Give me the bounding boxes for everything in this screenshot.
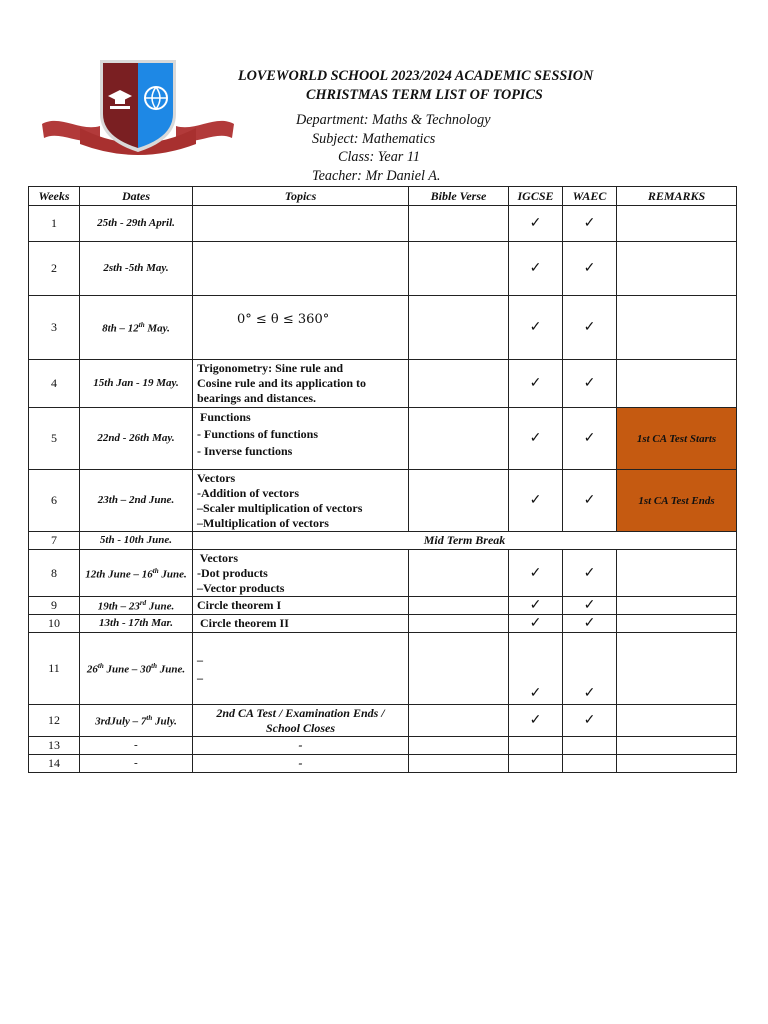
topics-cell <box>193 705 409 737</box>
date-cell: 26th June – 30th June. <box>80 633 193 705</box>
week-cell: 11 <box>29 633 80 705</box>
topic-line: –Scaler multiplication of vectors <box>197 501 363 515</box>
topic-line: -Dot products <box>197 566 268 580</box>
bible-verse-cell <box>409 737 509 755</box>
waec-check: ✓ <box>563 705 617 737</box>
topic-line: Circle theorem I <box>197 598 282 612</box>
week-cell: 13 <box>29 737 80 755</box>
topic-line: - Functions of functions <box>197 427 319 441</box>
topic-line: Cosine rule and its application to <box>197 376 367 390</box>
bible-verse-cell <box>409 470 509 532</box>
angle-range-equation: 0° ≤ θ ≤ 360° <box>237 312 330 327</box>
table-header-row <box>29 187 737 206</box>
topic-line: bearings and distances. <box>197 391 317 405</box>
remarks-cell <box>617 360 737 408</box>
bible-verse-cell <box>409 408 509 470</box>
igcse-check: ✓ <box>509 550 563 597</box>
bible-verse-cell <box>409 206 509 242</box>
igcse-check: ✓ <box>509 633 563 705</box>
bible-verse-cell <box>409 755 509 773</box>
week-cell: 1 <box>29 206 80 242</box>
igcse-check: ✓ <box>509 408 563 470</box>
week-cell: 4 <box>29 360 80 408</box>
bible-verse-cell <box>409 633 509 705</box>
waec-check <box>563 755 617 773</box>
igcse-check <box>509 755 563 773</box>
date-cell: 12th June – 16th June. <box>80 550 193 597</box>
igcse-check: ✓ <box>509 296 563 360</box>
col-header-dates: Dates <box>80 187 193 206</box>
topics-cell <box>193 242 409 296</box>
week-cell: 9 <box>29 597 80 615</box>
topic-line: –Multiplication of vectors <box>197 516 329 530</box>
week-cell: 3 <box>29 296 80 360</box>
remarks-cell <box>617 206 737 242</box>
topic-line: -Addition of vectors <box>197 486 299 500</box>
waec-check: ✓ <box>563 470 617 532</box>
topics-cell <box>193 206 409 242</box>
topics-cell: - <box>193 755 409 773</box>
subject-label: Subject: Mathematics <box>312 131 436 147</box>
date-cell: 13th - 17th Mar. <box>80 615 193 633</box>
date-cell: 15th Jan - 19 May. <box>80 360 193 408</box>
table-row <box>29 532 737 550</box>
class-label: Class: Year 11 <box>338 149 420 165</box>
waec-check: ✓ <box>563 360 617 408</box>
topics-cell <box>193 408 409 470</box>
col-header-bible-verse: Bible Verse <box>409 187 509 206</box>
department-label: Department: Maths & Technology <box>296 112 491 128</box>
bible-verse-cell <box>409 615 509 633</box>
week-cell: 12 <box>29 705 80 737</box>
table-row <box>29 470 737 532</box>
table-row <box>29 615 737 633</box>
topics-cell <box>193 296 409 360</box>
date-cell: 3rdJuly – 7th July. <box>80 705 193 737</box>
topics-cell: - <box>193 737 409 755</box>
table-row <box>29 755 737 773</box>
week-cell: 6 <box>29 470 80 532</box>
table-row <box>29 597 737 615</box>
remarks-cell <box>617 633 737 705</box>
topic-line: Vectors <box>197 471 236 485</box>
date-cell: 22nd - 26th May. <box>80 408 193 470</box>
table-row <box>29 206 737 242</box>
topic-line: – <box>197 653 203 667</box>
table-row <box>29 408 737 470</box>
bible-verse-cell <box>409 296 509 360</box>
remarks-cell <box>617 705 737 737</box>
igcse-check: ✓ <box>509 597 563 615</box>
table-row <box>29 242 737 296</box>
topics-cell <box>193 615 409 633</box>
week-cell: 2 <box>29 242 80 296</box>
col-header-waec: WAEC <box>563 187 617 206</box>
topic-line: - Inverse functions <box>197 444 293 458</box>
topic-line: Trigonometry: Sine rule and <box>197 361 344 375</box>
remarks-cell <box>617 296 737 360</box>
week-cell: 14 <box>29 755 80 773</box>
bible-verse-cell <box>409 597 509 615</box>
bible-verse-cell <box>409 705 509 737</box>
igcse-check: ✓ <box>509 360 563 408</box>
week-cell: 8 <box>29 550 80 597</box>
topics-cell <box>193 597 409 615</box>
remarks-cell <box>617 737 737 755</box>
topics-cell <box>193 633 409 705</box>
date-cell: 23th – 2nd June. <box>80 470 193 532</box>
date-cell: 2sth -5th May. <box>80 242 193 296</box>
col-header-igcse: IGCSE <box>509 187 563 206</box>
waec-check: ✓ <box>563 597 617 615</box>
igcse-check <box>509 737 563 755</box>
waec-check: ✓ <box>563 408 617 470</box>
date-cell: - <box>80 737 193 755</box>
col-header-topics: Topics <box>193 187 409 206</box>
igcse-check: ✓ <box>509 242 563 296</box>
date-cell: 19th – 23rd June. <box>80 597 193 615</box>
waec-check <box>563 737 617 755</box>
school-crest-logo <box>40 54 236 158</box>
term-title: CHRISTMAS TERM LIST OF TOPICS <box>306 87 543 103</box>
remarks-ca-test-ends: 1st CA Test Ends <box>617 470 737 532</box>
mid-term-break-cell: Mid Term Break <box>193 532 737 550</box>
waec-check: ✓ <box>563 615 617 633</box>
topics-cell <box>193 550 409 597</box>
remarks-cell <box>617 242 737 296</box>
bible-verse-cell <box>409 550 509 597</box>
table-row <box>29 705 737 737</box>
waec-check: ✓ <box>563 242 617 296</box>
date-cell: 5th - 10th June. <box>80 532 193 550</box>
col-header-weeks: Weeks <box>29 187 80 206</box>
remarks-ca-test-starts: 1st CA Test Starts <box>617 408 737 470</box>
bible-verse-cell <box>409 242 509 296</box>
remarks-cell <box>617 615 737 633</box>
igcse-check: ✓ <box>509 470 563 532</box>
table-row <box>29 633 737 705</box>
topic-line: – <box>197 671 203 685</box>
date-cell: - <box>80 755 193 773</box>
topics-cell <box>193 470 409 532</box>
remarks-cell <box>617 550 737 597</box>
remarks-cell <box>617 755 737 773</box>
topic-line: Functions <box>197 410 251 424</box>
igcse-check: ✓ <box>509 615 563 633</box>
table-row <box>29 737 737 755</box>
remarks-cell <box>617 597 737 615</box>
topic-line: –Vector products <box>197 581 285 595</box>
waec-check: ✓ <box>563 550 617 597</box>
school-title: LOVEWORLD SCHOOL 2023/2024 ACADEMIC SESSION <box>238 68 594 84</box>
topic-line: School Closes <box>265 720 335 735</box>
waec-check: ✓ <box>563 296 617 360</box>
bible-verse-cell <box>409 360 509 408</box>
table-row <box>29 296 737 360</box>
topics-table <box>28 186 737 773</box>
date-cell: 8th – 12th May. <box>80 296 193 360</box>
teacher-label: Teacher: Mr Daniel A. <box>312 168 441 184</box>
topic-line: Vectors <box>197 551 238 565</box>
waec-check: ✓ <box>563 633 617 705</box>
topic-line: 2nd CA Test / Examination Ends / <box>216 705 385 720</box>
col-header-remarks: REMARKS <box>617 187 737 206</box>
topic-line: Circle theorem II <box>197 616 289 630</box>
week-cell: 5 <box>29 408 80 470</box>
week-cell: 7 <box>29 532 80 550</box>
igcse-check: ✓ <box>509 206 563 242</box>
table-row <box>29 360 737 408</box>
igcse-check: ✓ <box>509 705 563 737</box>
topics-cell <box>193 360 409 408</box>
date-cell: 25th - 29th April. <box>80 206 193 242</box>
table-row <box>29 550 737 597</box>
week-cell: 10 <box>29 615 80 633</box>
waec-check: ✓ <box>563 206 617 242</box>
